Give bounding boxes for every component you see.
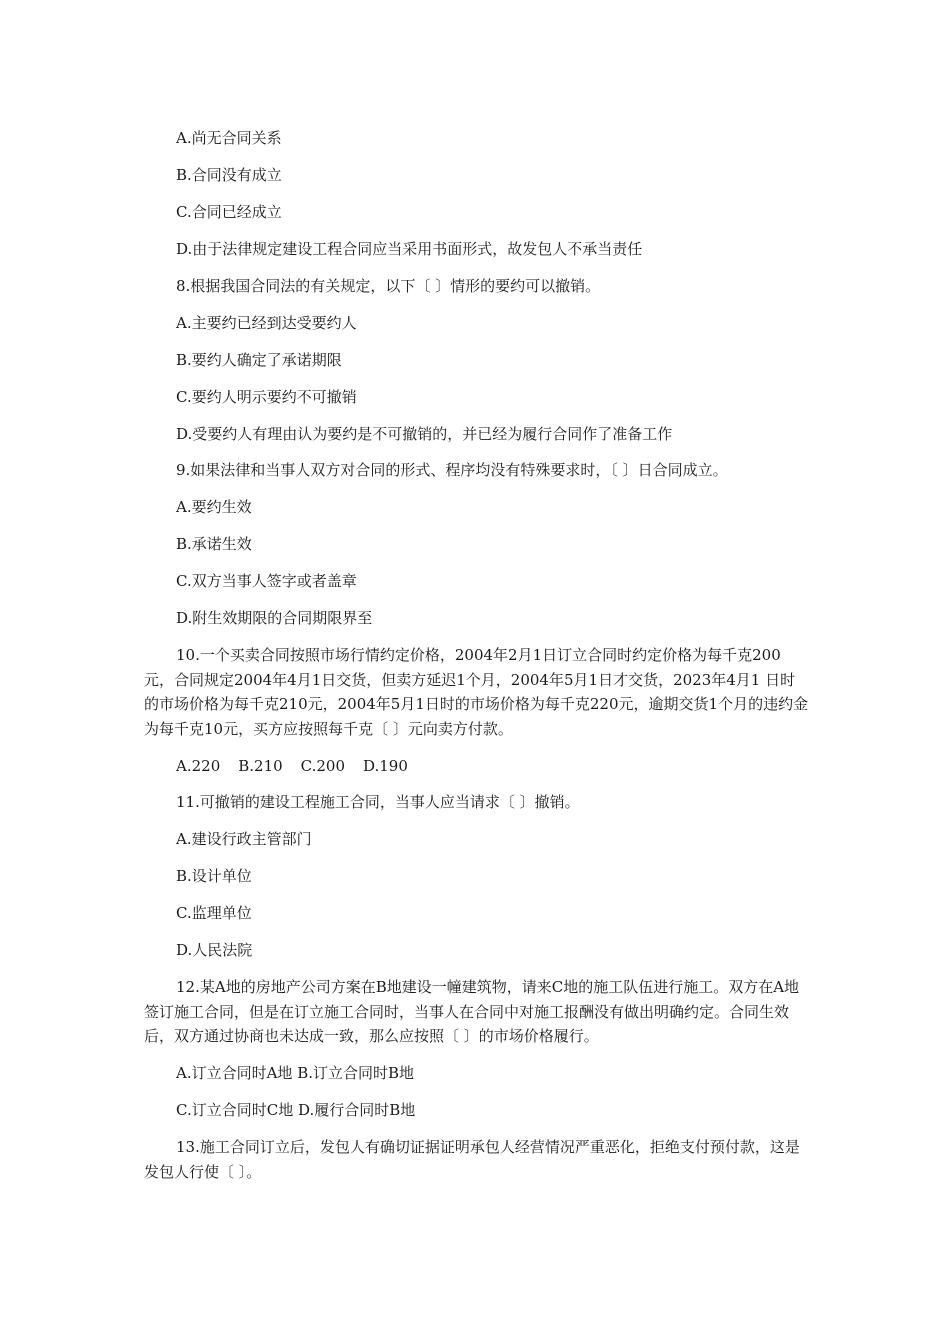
question-10-option-c: C.200 [300, 757, 345, 775]
question-11-option-a: A.建设行政主管部门 [176, 830, 312, 848]
question-11-option-b: B.设计单位 [176, 867, 252, 885]
question-8: 8.根据我国合同法的有关规定，以下〔 〕情形的要约可以撤销。 [176, 277, 601, 295]
question-8-option-c: C.要约人明示要约不可撤销 [176, 388, 357, 406]
question-11-option-c: C.监理单位 [176, 904, 252, 922]
question-8-option-d: D.受要约人有理由认为要约是不可撤销的，并已经为履行合同作了准备工作 [176, 425, 673, 443]
question-12-options-ab: A.订立合同时A地 B.订立合同时B地 [176, 1064, 415, 1082]
question-12-options-cd: C.订立合同时C地 D.履行合同时B地 [176, 1101, 416, 1119]
question-10-option-d: D.190 [363, 757, 408, 775]
question-12: 12.某A地的房地产公司方案在B地建设一幢建筑物，请来C地的施工队伍进行施工。双方在A地签订施工合同，但是在订立施工合同时，当事人在合同中对施工报酬没有做出明确约定。合同生效后，双方通过协商也未达成一致，那么应按照〔 〕的市场价格履行。 [144, 978, 800, 1045]
question-9-option-c: C.双方当事人签字或者盖章 [176, 572, 357, 590]
question-9: 9.如果法律和当事人双方对合同的形式、程序均没有特殊要求时，〔 〕日合同成立。 [176, 461, 728, 479]
question-10-options [176, 754, 426, 778]
question-8-option-b: B.要约人确定了承诺期限 [176, 351, 342, 369]
question-11: 11.可撤销的建设工程施工合同，当事人应当请求〔 〕撤销。 [176, 793, 580, 811]
question-9-option-b: B.承诺生效 [176, 535, 252, 553]
question-8-option-a: A.主要约已经到达受要约人 [176, 314, 357, 332]
option-d-prev: D.由于法律规定建设工程合同应当采用书面形式，故发包人不承当责任 [176, 240, 643, 258]
option-c-prev: C.合同已经成立 [176, 203, 282, 221]
question-10: 10.一个买卖合同按照市场行情约定价格，2004年2月1日订立合同时约定价格为每千克200元，合同规定2004年4月1日交货，但卖方延迟1个月，2004年5月1日才交货，2023年4月1 日时的市场价格为每千克210元，2004年5月1日时的市场价格为每千克220元，逾期交货1个月的违约金为每千克10元，买方应按照每千克〔 〕元向卖方付款。 [144, 646, 809, 738]
question-10-option-b: B.210 [238, 757, 283, 775]
question-9-option-d: D.附生效期限的合同期限界至 [176, 609, 373, 627]
question-9-option-a: A.要约生效 [176, 498, 252, 516]
question-11-option-d: D.人民法院 [176, 941, 253, 959]
option-a-prev: A.尚无合同关系 [176, 129, 282, 147]
question-13: 13.施工合同订立后，发包人有确切证据证明承包人经营情况严重恶化，拒绝支付预付款，这是发包人行使〔 〕。 [144, 1138, 800, 1181]
option-b-prev: B.合同没有成立 [176, 166, 282, 184]
question-10-option-a: A.220 [176, 757, 221, 775]
